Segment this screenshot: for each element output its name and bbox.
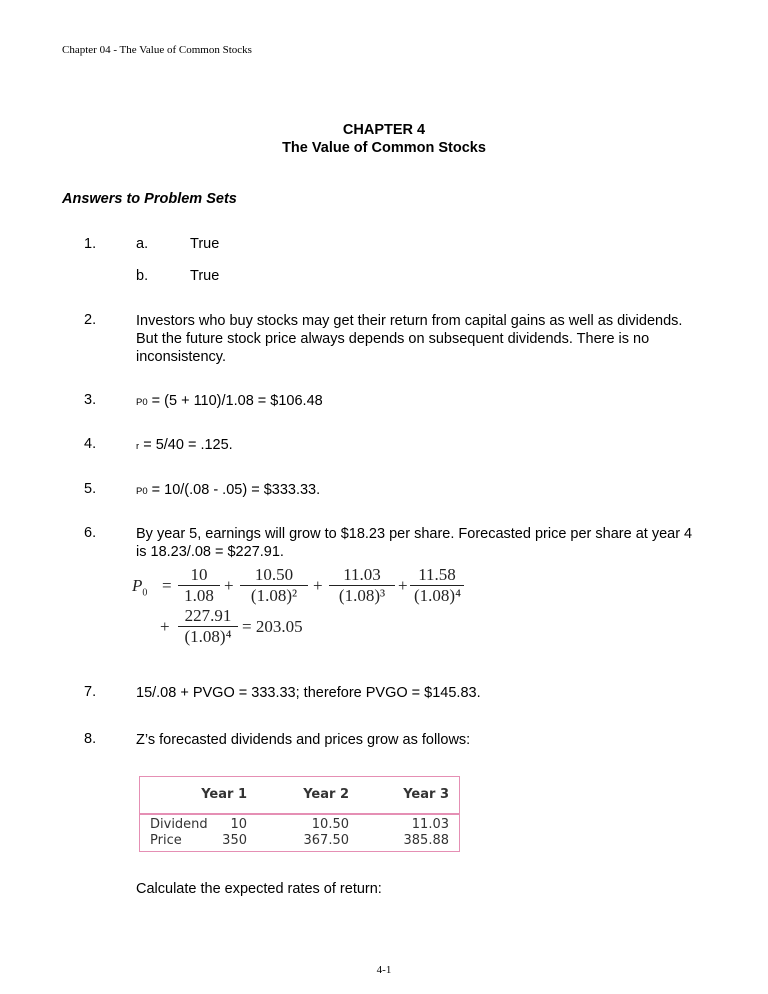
problem-6-answer: By year 5, earnings will grow to $18.23 per share. Forecasted price per share at year 4 is 18.23/.08 = $227.91. (136, 526, 693, 560)
price-variable: P0 (136, 397, 148, 408)
table-header-year-3: Year 3 (403, 787, 449, 802)
rate-variable: r (136, 441, 140, 452)
eq-plus: + (224, 576, 234, 595)
problem-6-number: 6. (84, 525, 97, 541)
problem-8-followup: Calculate the expected rates of return: (136, 881, 382, 897)
problem-1-number: 1. (84, 236, 97, 252)
eq-plus: + (160, 617, 170, 636)
table-header-year-2: Year 2 (303, 787, 349, 802)
eq-plus: + (398, 576, 408, 595)
eq-term-4: 11.58 (1.08)⁴ (414, 566, 460, 605)
eq-term-2: 10.50 (1.08)² (240, 566, 308, 605)
eq-plus: + (313, 576, 323, 595)
problem-5-text: = 10/(.08 - .05) = $333.33. (147, 482, 321, 498)
table-cell: 11.03 (411, 817, 449, 832)
problem-1b-label: b. (136, 268, 149, 284)
running-header: Chapter 04 - The Value of Common Stocks (62, 44, 252, 56)
price-variable: P0 (136, 486, 148, 497)
page-number: 4-1 (376, 964, 392, 976)
table-cell: 10 (230, 817, 247, 832)
problem-8-answer: Z’s forecasted dividends and prices grow as follows: (136, 732, 471, 748)
problem-8-number: 8. (84, 731, 97, 747)
problem-4-answer (136, 436, 696, 456)
eq-term-5: 227.91 (1.08)⁴ (178, 607, 238, 646)
section-heading: Answers to Problem Sets (62, 191, 237, 207)
chapter-number: CHAPTER 4 (342, 122, 426, 138)
problem-1a-label: a. (136, 236, 149, 252)
table-header-year-1: Year 1 (201, 787, 247, 802)
problem-7-answer: 15/.08 + PVGO = 333.33; therefore PVGO = $145.83. (136, 685, 481, 701)
table-row-label-dividend: Dividend (150, 817, 208, 832)
problem-4-text: = 5/40 = .125. (139, 437, 233, 453)
problem-1b-answer: True (190, 268, 220, 284)
problem-3-answer (136, 392, 696, 412)
table-cell: 10.50 (311, 817, 349, 832)
problem-1a-answer: True (190, 236, 220, 252)
problem-3-number: 3. (84, 392, 97, 408)
problem-2-number: 2. (84, 312, 97, 328)
problem-4-number: 4. (84, 436, 97, 452)
problem-2-answer: Investors who buy stocks may get their return from capital gains as well as dividends. But the future stock price always depends on subsequent dividends. There is no inconsistency. (136, 313, 683, 365)
eq-lhs: $P_0$ (132, 576, 148, 599)
dividend-discount-equation (130, 566, 460, 646)
problem-5-answer (136, 481, 696, 501)
table-cell: 385.88 (403, 833, 449, 848)
table-cell: 367.50 (303, 833, 349, 848)
table-row-label-price: Price (150, 833, 182, 848)
forecast-table (139, 776, 460, 852)
title-block (0, 121, 768, 157)
table-cell: 350 (222, 833, 247, 848)
eq-term-3: 11.03 (1.08)³ (329, 566, 395, 605)
table-header-rule (140, 813, 459, 815)
problem-7-number: 7. (84, 684, 97, 700)
problem-3-text: = (5 + 110)/1.08 = $106.48 (147, 393, 323, 409)
chapter-title: The Value of Common Stocks (282, 140, 486, 156)
eq-term-1: 10 1.08 (178, 566, 220, 605)
eq-equals: = (162, 576, 172, 595)
eq-result: = 203.05 (242, 617, 303, 636)
problem-5-number: 5. (84, 481, 97, 497)
